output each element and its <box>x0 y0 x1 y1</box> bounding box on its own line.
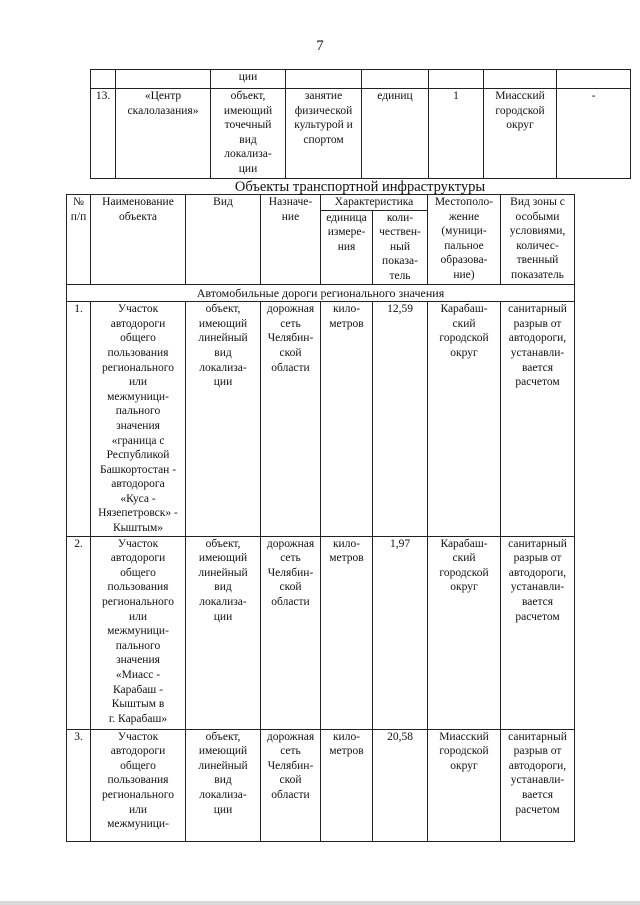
row-number: 13. <box>91 89 116 179</box>
object-kind: объект, имеющий линейный вид локализа- ции <box>186 302 261 537</box>
unit-of-measure: кило- метров <box>321 729 373 841</box>
header-num: № п/п <box>67 195 91 285</box>
header-location: Местополо- жение (муници- пальное образова- ние) <box>428 195 501 285</box>
object-purpose: дорожная сеть Челябин- ской области <box>261 729 321 841</box>
zone-type: санитарный разрыв от автодороги, устанавли- вается расчетом <box>501 729 575 841</box>
unit-of-measure: кило- метров <box>321 536 373 729</box>
table-cell <box>91 70 116 89</box>
location: Карабаш- ский городской округ <box>428 536 501 729</box>
table-row <box>67 302 575 537</box>
table-row <box>67 729 575 841</box>
table-cell <box>557 70 631 89</box>
table-cell <box>484 70 557 89</box>
object-name: Участок автодороги общего пользования регионального или межмуници- пального значения «Миасс - Карабаш - Кыштым в г. Карабаш» <box>91 536 186 729</box>
scan-edge <box>0 901 640 905</box>
section-title: Объекты транспортной инфраструктуры <box>234 179 486 195</box>
quantity: 1 <box>429 89 484 179</box>
continuation-row <box>91 70 631 89</box>
object-purpose: занятие физической культурой и спортом <box>286 89 362 179</box>
table-row <box>91 89 631 179</box>
continued-objects-table <box>90 69 631 179</box>
object-kind: объект, имеющий точечный вид локализа- ции <box>211 89 286 179</box>
object-kind: объект, имеющий линейный вид локализа- ции <box>186 729 261 841</box>
table-row <box>67 536 575 729</box>
table-cell <box>362 70 429 89</box>
zone-type: - <box>557 89 631 179</box>
header-purpose: Назначе- ние <box>261 195 321 285</box>
object-name: Участок автодороги общего пользования регионального или межмуници- <box>91 729 186 841</box>
row-number: 3. <box>67 729 91 841</box>
header-zone: Вид зоны с особыми условиями, количес- твенный показатель <box>501 195 575 285</box>
quantity: 20,58 <box>373 729 428 841</box>
table-cell <box>286 70 362 89</box>
object-name: Участок автодороги общего пользования регионального или межмуници- пального значения «граница с Республикой Башкортостан - автодорога «Куса - Нязепетровск» - Кыштым» <box>91 302 186 537</box>
transport-infrastructure-table <box>66 194 575 842</box>
header-row <box>67 195 575 211</box>
row-number: 1. <box>67 302 91 537</box>
quantity: 12,59 <box>373 302 428 537</box>
location: Миасский городской округ <box>428 729 501 841</box>
table-cell <box>116 70 211 89</box>
zone-type: санитарный разрыв от автодороги, устанавли- вается расчетом <box>501 302 575 537</box>
row-number: 2. <box>67 536 91 729</box>
location: Карабаш- ский городской округ <box>428 302 501 537</box>
quantity: 1,97 <box>373 536 428 729</box>
object-kind: объект, имеющий линейный вид локализа- ции <box>186 536 261 729</box>
zone-type: санитарный разрыв от автодороги, устанавли- вается расчетом <box>501 536 575 729</box>
header-characteristic: Характеристика <box>321 195 428 211</box>
header-unit: единица измере- ния <box>321 210 373 284</box>
header-kind: Вид <box>186 195 261 285</box>
page-number: 7 <box>316 38 324 54</box>
header-name: Наименование объекта <box>91 195 186 285</box>
object-purpose: дорожная сеть Челябин- ской области <box>261 302 321 537</box>
unit-of-measure: единиц <box>362 89 429 179</box>
unit-of-measure: кило- метров <box>321 302 373 537</box>
table-cell: ции <box>211 70 286 89</box>
object-name: «Центр скалолазания» <box>116 89 211 179</box>
header-quantity: коли- чествен- ный показа- тель <box>373 210 428 284</box>
table-cell <box>429 70 484 89</box>
subsection-row <box>67 284 575 302</box>
location: Миасский городской округ <box>484 89 557 179</box>
subsection-title: Автомобильные дороги регионального значения <box>67 284 575 302</box>
object-purpose: дорожная сеть Челябин- ской области <box>261 536 321 729</box>
